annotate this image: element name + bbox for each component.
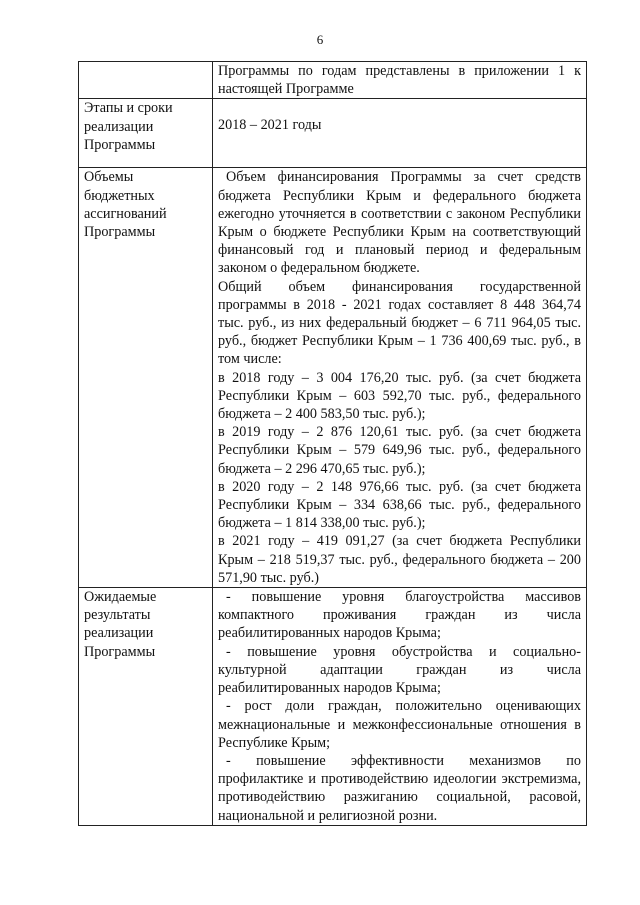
funding-paragraph: в 2021 году – 419 091,27 (за счет бюджета Республики Крым – 218 519,37 тыс. руб., федерального бюджета – 200 571,90 тыс. руб.) [218,533,581,586]
label-line: ассигнований [84,205,167,222]
label-line: Этапы и сроки [84,100,173,117]
result-item: - повышение эффективности механизмов по профилактике и противодействию идеологии экстремизма, противодействию разжиганию социальной, расовой, национальной и религиозной розни. [218,752,581,824]
row-label-empty [79,62,213,99]
funding-paragraph: Объем финансирования Программы за счет средств бюджета Республики Крым и федерального бюджета ежегодно уточняется в соответствии с законом Республики Крым о бюджете Республики Крым на соответствующий финансовый год и плановый период и федеральным законом о федеральном бюджете. [218,169,581,277]
table-row [79,588,587,826]
funding-paragraph: в 2019 году – 2 876 120,61 тыс. руб. (за счет бюджета Республики Крым – 579 649,96 тыс. руб., федерального бюджета – 2 296 470,65 тыс. руб.); [218,424,581,477]
table-row [79,62,587,99]
label-line: реализации [84,625,154,642]
table-row [79,99,587,168]
row-content-results [213,588,587,826]
row-label-stages [79,99,213,168]
program-passport-table [78,61,587,826]
result-item: - повышение уровня благоустройства массивов компактного проживания граждан из числа реабилитированных народов Крыма; [218,589,581,642]
annex-reference-text: Программы по годам представлены в приложении 1 к настоящей Программе [218,63,581,98]
stages-years-text: 2018 – 2021 годы [218,117,322,134]
label-line: бюджетных [84,187,155,204]
label-line: реализации [84,118,154,135]
label-line: Ожидаемые [84,589,157,606]
row-label-results [79,588,213,826]
label-line: Программы [84,643,156,660]
row-content-funding [213,168,587,588]
page-number: 6 [316,32,324,47]
row-label-funding [79,168,213,588]
row-content-stages [213,99,587,168]
label-line: Программы [84,224,156,241]
table-row [79,168,587,588]
result-item: - рост доли граждан, положительно оценивающих межнациональные и межконфессиональные отношения в Республике Крым; [218,698,581,751]
row-content-annex-reference [213,62,587,99]
funding-paragraph: Общий объем финансирования государственной программы в 2018 - 2021 годах составляет 8 448 364,74 тыс. руб., из них федеральный бюджет – 6 711 964,05 тыс. руб., бюджет Республики Крым – 1 736 400,69 тыс. руб., в том числе: [218,278,581,368]
label-line: результаты [84,607,151,624]
result-item: - повышение уровня обустройства и социально-культурной адаптации граждан из числа реабилитированных народов Крыма; [218,643,581,697]
funding-paragraph: в 2018 году – 3 004 176,20 тыс. руб. (за счет бюджета Республики Крым – 603 592,70 тыс. руб., федерального бюджета – 2 400 583,50 тыс. руб.); [218,369,581,423]
label-line: Объемы [84,169,134,186]
label-line: Программы [84,136,156,153]
funding-paragraph: в 2020 году – 2 148 976,66 тыс. руб. (за счет бюджета Республики Крым – 334 638,66 тыс. руб., федерального бюджета – 1 814 338,00 тыс. руб.); [218,478,581,532]
